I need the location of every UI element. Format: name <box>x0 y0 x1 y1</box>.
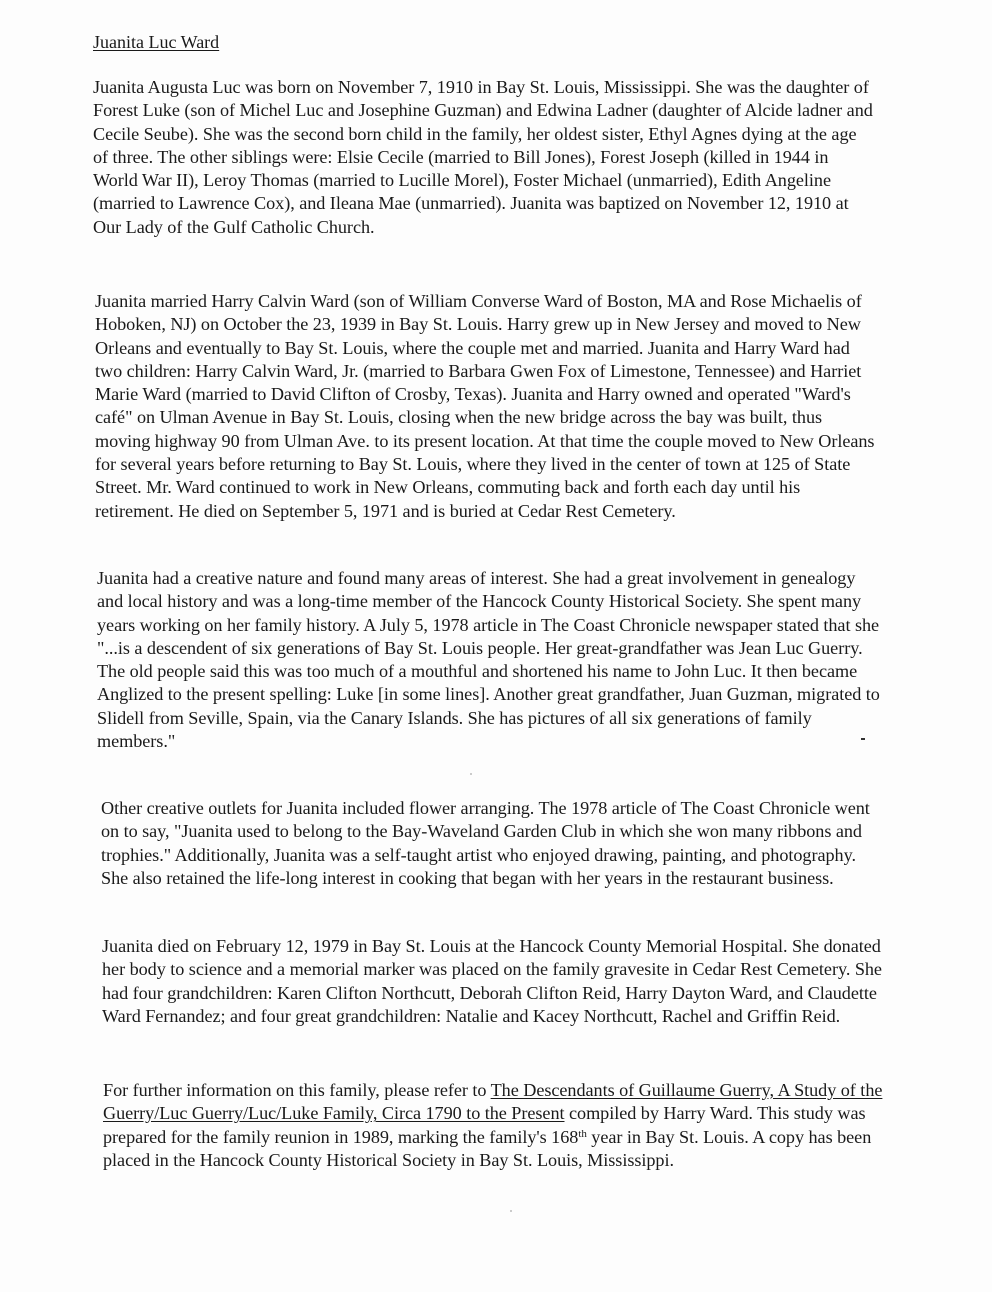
reference-middle-text: compiled by Harry Ward. This study was prepared for the family reunion in 1989, marking the family's 168 <box>103 1103 866 1147</box>
paragraph-birth-family: Juanita Augusta Luc was born on November 7, 1910 in Bay St. Louis, Mississippi. She was the daughter of Forest Luke (son of Michel Luc and Josephine Guzman) and Edwina Ladner (daughter of Alcide ladner and Cecile Seube). She was the second born child in the family, her oldest sister, Ethyl Agnes dying at the age of three. The other siblings were: Elsie Cecile (married to Bill Jones), Forest Joseph (killed in 1944 in World War II), Leroy Thomas (married to Lucille Morel), Foster Michael (unmarried), Edith Angeline (married to Lawrence Cox), and Ileana Mae (unmarried). Juanita was baptized on November 12, 1910 at Our Lady of the Gulf Catholic Church. <box>93 77 873 237</box>
paragraph-marriage: Juanita married Harry Calvin Ward (son of William Converse Ward of Boston, MA and Rose Michaelis of Hoboken, NJ) on October the 23, 1939 in Bay St. Louis. Harry grew up in New Jersey and moved to New Orleans and eventually to Bay St. Louis, where the couple met and married. Juanita and Harry Ward had two children: Harry Calvin Ward, Jr. (married to Barbara Gwen Fox of Limestone, Tennessee) and Harriet Marie Ward (married to David Clifton of Crosby, Texas). Juanita and Harry owned and operated "Ward's café" on Ulman Avenue in Bay St. Louis, closing when the new bridge across the bay was built, thus moving highway 90 from Ulman Ave. to its present location. At that time the couple moved to New Orleans for several years before returning to Bay St. Louis, where they lived in the center of town at 125 of State Street. Mr. Ward continued to work in New Orleans, commuting back and forth each day until his retirement. He died on September 5, 1971 and is buried at Cedar Rest Cemetery. <box>95 291 875 521</box>
ordinal-suffix: th <box>578 1127 587 1140</box>
paragraph-further-information <box>103 1079 885 1172</box>
paragraph-death-descendants: Juanita died on February 12, 1979 in Bay St. Louis at the Hancock County Memorial Hospital. She donated her body to science and a memorial marker was placed on the family gravesite in Cedar Rest Cemetery. She had four grandchildren: Karen Clifton Northcutt, Deborah Clifton Reid, Harry Dayton Ward, and Claudette Ward Fernandez; and four great grandchildren: Natalie and Kacey Northcutt, Rachel and Griffin Reid. <box>102 936 882 1026</box>
paragraph-genealogy-interest: Juanita had a creative nature and found many areas of interest. She had a great involvement in genealogy and local history and was a long-time member of the Hancock County Historical Society. She spent many years working on her family history. A July 5, 1978 article in The Coast Chronicle newspaper stated that she "...is a descendent of six generations of Bay St. Louis people. Her great-grandfather was Jean Luc Guerry. The old people said this was too much of a mouthful and shortened his name to John Luc. It then became Anglized to the present spelling: Luke [in some lines]. Another great grandfather, Juan Guzman, migrated to Slidell from Seville, Spain, via the Canary Islands. She has pictures of all six generations of family members." <box>97 568 880 752</box>
document-title: Juanita Luc Ward <box>93 32 220 52</box>
reference-lead-text: For further information on this family, please refer to <box>103 1080 491 1100</box>
stray-scan-mark <box>861 738 865 740</box>
paragraph-creative-outlets: Other creative outlets for Juanita included flower arranging. The 1978 article of The Coast Chronicle went on to say, "Juanita used to belong to the Bay-Waveland Garden Club in which she won many ribbons and trophies." Additionally, Juanita was a self-taught artist who enjoyed drawing, painting, and photography. She also retained the life-long interest in cooking that began with her years in the restaurant business. <box>101 798 870 888</box>
reference-tail-text: year in Bay St. Louis. A copy has been placed in the Hancock County Historical Society in Bay St. Louis, Mississippi. <box>103 1126 872 1170</box>
reference-book-title: The Descendants of Guillaume Guerry, A Study of the Guerry/Luc Guerry/Luc/Luke Family, Circa 1790 to the Present <box>103 1080 883 1124</box>
scan-speck <box>510 1210 512 1212</box>
scan-speck <box>470 773 472 775</box>
